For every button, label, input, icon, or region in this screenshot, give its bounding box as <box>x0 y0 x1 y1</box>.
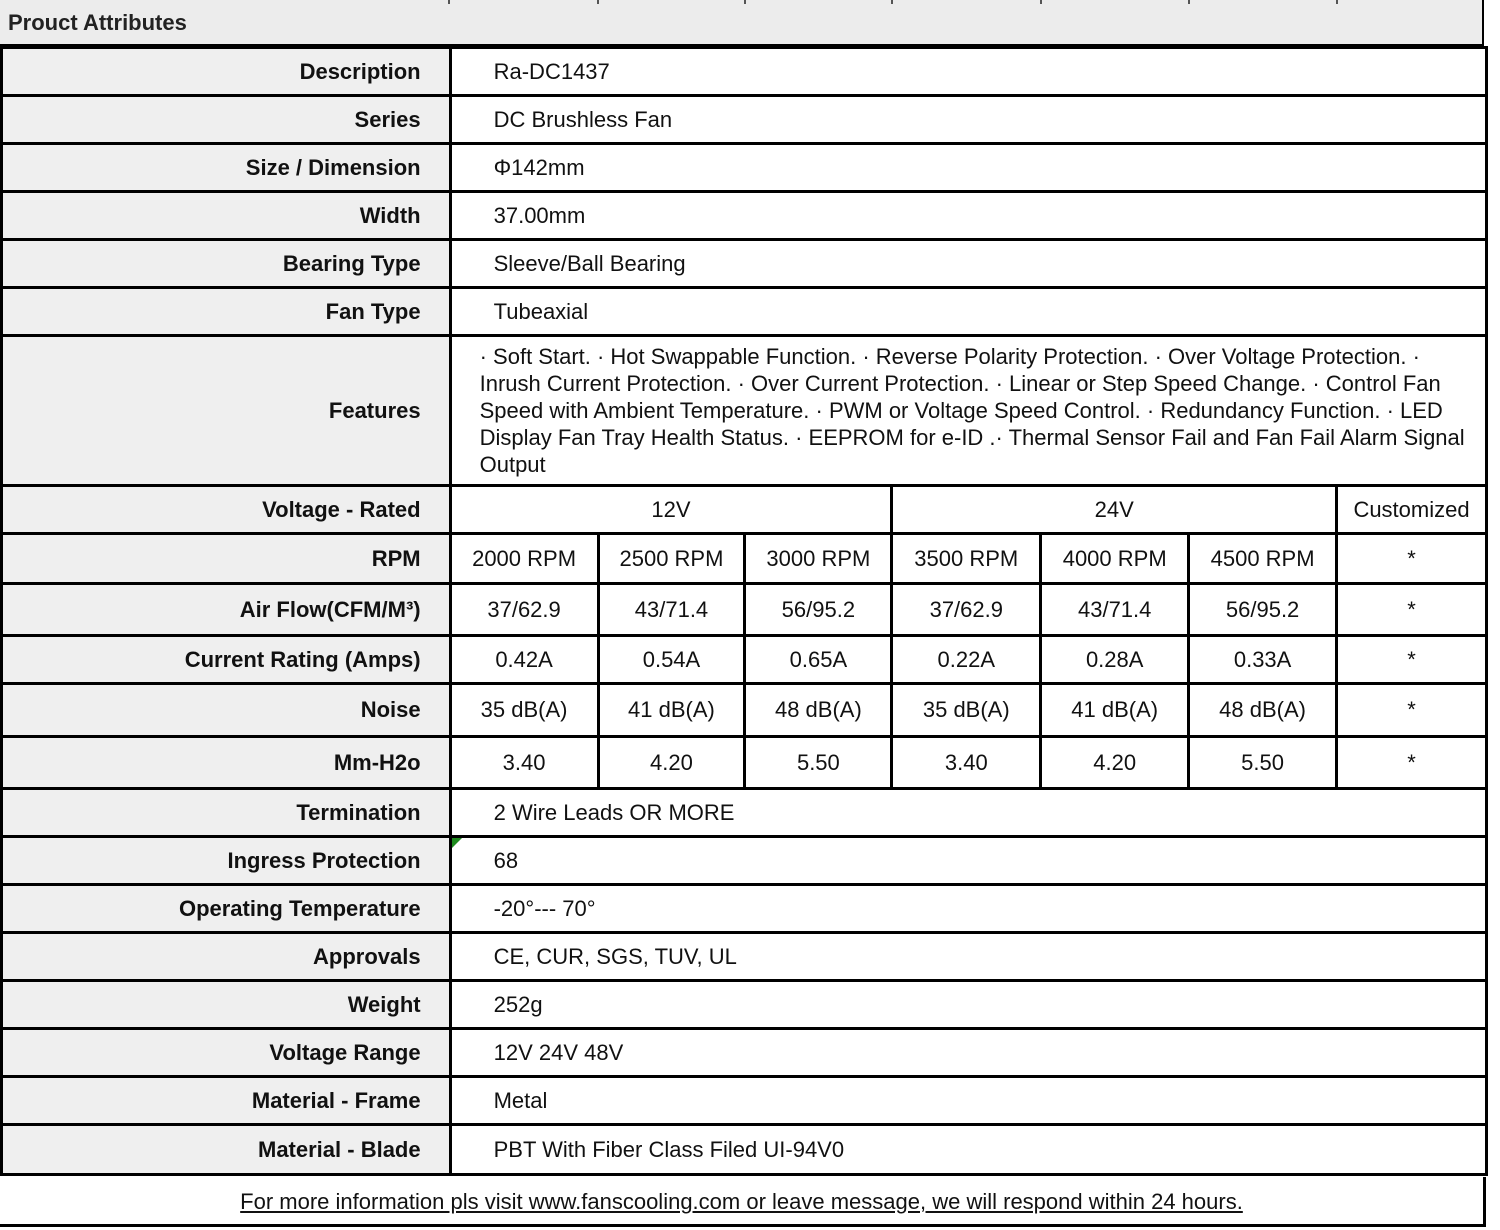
row-value: DC Brushless Fan <box>450 96 1486 144</box>
table-row-voltage-range <box>2 1029 1487 1077</box>
table-cell: 0.22A <box>892 636 1041 684</box>
row-value: 2 Wire Leads OR MORE <box>450 789 1486 837</box>
row-label: Weight <box>2 981 451 1029</box>
row-label: Mm-H2o <box>2 737 451 789</box>
table-cell: * <box>1337 737 1487 789</box>
features-text: · Soft Start. · Hot Swappable Function. · Reverse Polarity Protection. · Over Voltage Protection. · Inrush Current Protection. · Over Current Protection. · Linear or Step Speed Change. · Control Fan Speed with Ambient Temperature. · PWM or Voltage Speed Control. · Redundancy Function. · LED Display Fan Tray Health Status. · EEPROM for e-ID .· Thermal Sensor Fail and Fan Fail Alarm Signal Output <box>450 336 1486 486</box>
title-bar <box>0 0 1484 46</box>
attributes-table <box>0 46 1488 1176</box>
table-cell: 4.20 <box>598 737 745 789</box>
row-label: Air Flow(CFM/M³) <box>2 584 451 636</box>
table-cell: 0.42A <box>450 636 598 684</box>
table-cell: 37/62.9 <box>892 584 1041 636</box>
table-cell: 5.50 <box>745 737 892 789</box>
row-label: Current Rating (Amps) <box>2 636 451 684</box>
row-label: Ingress Protection <box>2 837 451 885</box>
gridline-tick <box>597 0 599 4</box>
page-title: Prouct Attributes <box>8 10 187 35</box>
table-cell: * <box>1337 684 1487 737</box>
row-value: Sleeve/Ball Bearing <box>450 240 1486 288</box>
table-cell: 4.20 <box>1041 737 1189 789</box>
customized-header: Customized <box>1337 486 1487 534</box>
footer-note <box>0 1177 1486 1227</box>
row-label: Approvals <box>2 933 451 981</box>
table-cell: 35 dB(A) <box>450 684 598 737</box>
row-value: -20°--- 70° <box>450 885 1486 933</box>
table-row-material-blade <box>2 1125 1487 1175</box>
table-cell: 3.40 <box>892 737 1041 789</box>
table-cell: 56/95.2 <box>1189 584 1337 636</box>
table-cell: 56/95.2 <box>745 584 892 636</box>
table-cell: 3.40 <box>450 737 598 789</box>
row-label: Features <box>2 336 451 486</box>
table-row-noise <box>2 684 1487 737</box>
voltage-24v-header: 24V <box>892 486 1337 534</box>
table-row-bearing-type <box>2 240 1487 288</box>
table-cell: 48 dB(A) <box>1189 684 1337 737</box>
table-cell: 2000 RPM <box>450 534 598 584</box>
table-row-material-frame <box>2 1077 1487 1125</box>
table-cell: 0.65A <box>745 636 892 684</box>
table-cell: 37/62.9 <box>450 584 598 636</box>
gridline-tick <box>891 0 893 4</box>
table-row-weight <box>2 981 1487 1029</box>
table-row-size <box>2 144 1487 192</box>
table-cell: * <box>1337 534 1487 584</box>
row-value: 12V 24V 48V <box>450 1029 1486 1077</box>
row-label: Width <box>2 192 451 240</box>
gridline-tick <box>448 0 450 4</box>
row-label: Description <box>2 48 451 96</box>
row-value: 252g <box>450 981 1486 1029</box>
table-cell: 3000 RPM <box>745 534 892 584</box>
table-row-series <box>2 96 1487 144</box>
table-row-voltage-rated <box>2 486 1487 534</box>
table-cell: 41 dB(A) <box>1041 684 1189 737</box>
row-value: 37.00mm <box>450 192 1486 240</box>
table-row-width <box>2 192 1487 240</box>
row-value: Tubeaxial <box>450 288 1486 336</box>
table-row-current-rating <box>2 636 1487 684</box>
table-row-mm-h2o <box>2 737 1487 789</box>
footer-link[interactable]: For more information pls visit www.fanscooling.com or leave message, we will respond within 24 hours. <box>240 1189 1243 1214</box>
row-label: Bearing Type <box>2 240 451 288</box>
row-label: Size / Dimension <box>2 144 451 192</box>
table-cell: 0.33A <box>1189 636 1337 684</box>
row-label: Voltage - Rated <box>2 486 451 534</box>
table-cell: 0.28A <box>1041 636 1189 684</box>
gridline-tick <box>744 0 746 4</box>
table-cell: 2500 RPM <box>598 534 745 584</box>
gridline-tick <box>1336 0 1338 4</box>
table-row-description <box>2 48 1487 96</box>
row-label: Material - Blade <box>2 1125 451 1175</box>
table-cell: * <box>1337 636 1487 684</box>
table-cell: 0.54A <box>598 636 745 684</box>
gridline-tick <box>1040 0 1042 4</box>
table-row-rpm <box>2 534 1487 584</box>
table-cell: * <box>1337 584 1487 636</box>
row-label: Termination <box>2 789 451 837</box>
row-label: Noise <box>2 684 451 737</box>
row-value: CE, CUR, SGS, TUV, UL <box>450 933 1486 981</box>
row-label: Operating Temperature <box>2 885 451 933</box>
row-label: RPM <box>2 534 451 584</box>
table-row-airflow <box>2 584 1487 636</box>
table-cell: 4500 RPM <box>1189 534 1337 584</box>
table-row-approvals <box>2 933 1487 981</box>
table-cell: 43/71.4 <box>1041 584 1189 636</box>
table-cell: 43/71.4 <box>598 584 745 636</box>
row-value: 68 <box>450 837 1486 885</box>
row-value: Ra-DC1437 <box>450 48 1486 96</box>
voltage-12v-header: 12V <box>450 486 892 534</box>
row-label: Fan Type <box>2 288 451 336</box>
table-cell: 3500 RPM <box>892 534 1041 584</box>
row-value: Φ142mm <box>450 144 1486 192</box>
table-cell: 5.50 <box>1189 737 1337 789</box>
row-label: Material - Frame <box>2 1077 451 1125</box>
table-row-fan-type <box>2 288 1487 336</box>
row-label: Voltage Range <box>2 1029 451 1077</box>
table-row-termination <box>2 789 1487 837</box>
table-cell: 41 dB(A) <box>598 684 745 737</box>
table-row-features <box>2 336 1487 486</box>
row-value: PBT With Fiber Class Filed UI-94V0 <box>450 1125 1486 1175</box>
table-cell: 4000 RPM <box>1041 534 1189 584</box>
table-cell: 48 dB(A) <box>745 684 892 737</box>
gridline-tick <box>1188 0 1190 4</box>
table-cell: 35 dB(A) <box>892 684 1041 737</box>
row-value: Metal <box>450 1077 1486 1125</box>
table-row-ingress-protection <box>2 837 1487 885</box>
table-row-operating-temperature <box>2 885 1487 933</box>
row-label: Series <box>2 96 451 144</box>
